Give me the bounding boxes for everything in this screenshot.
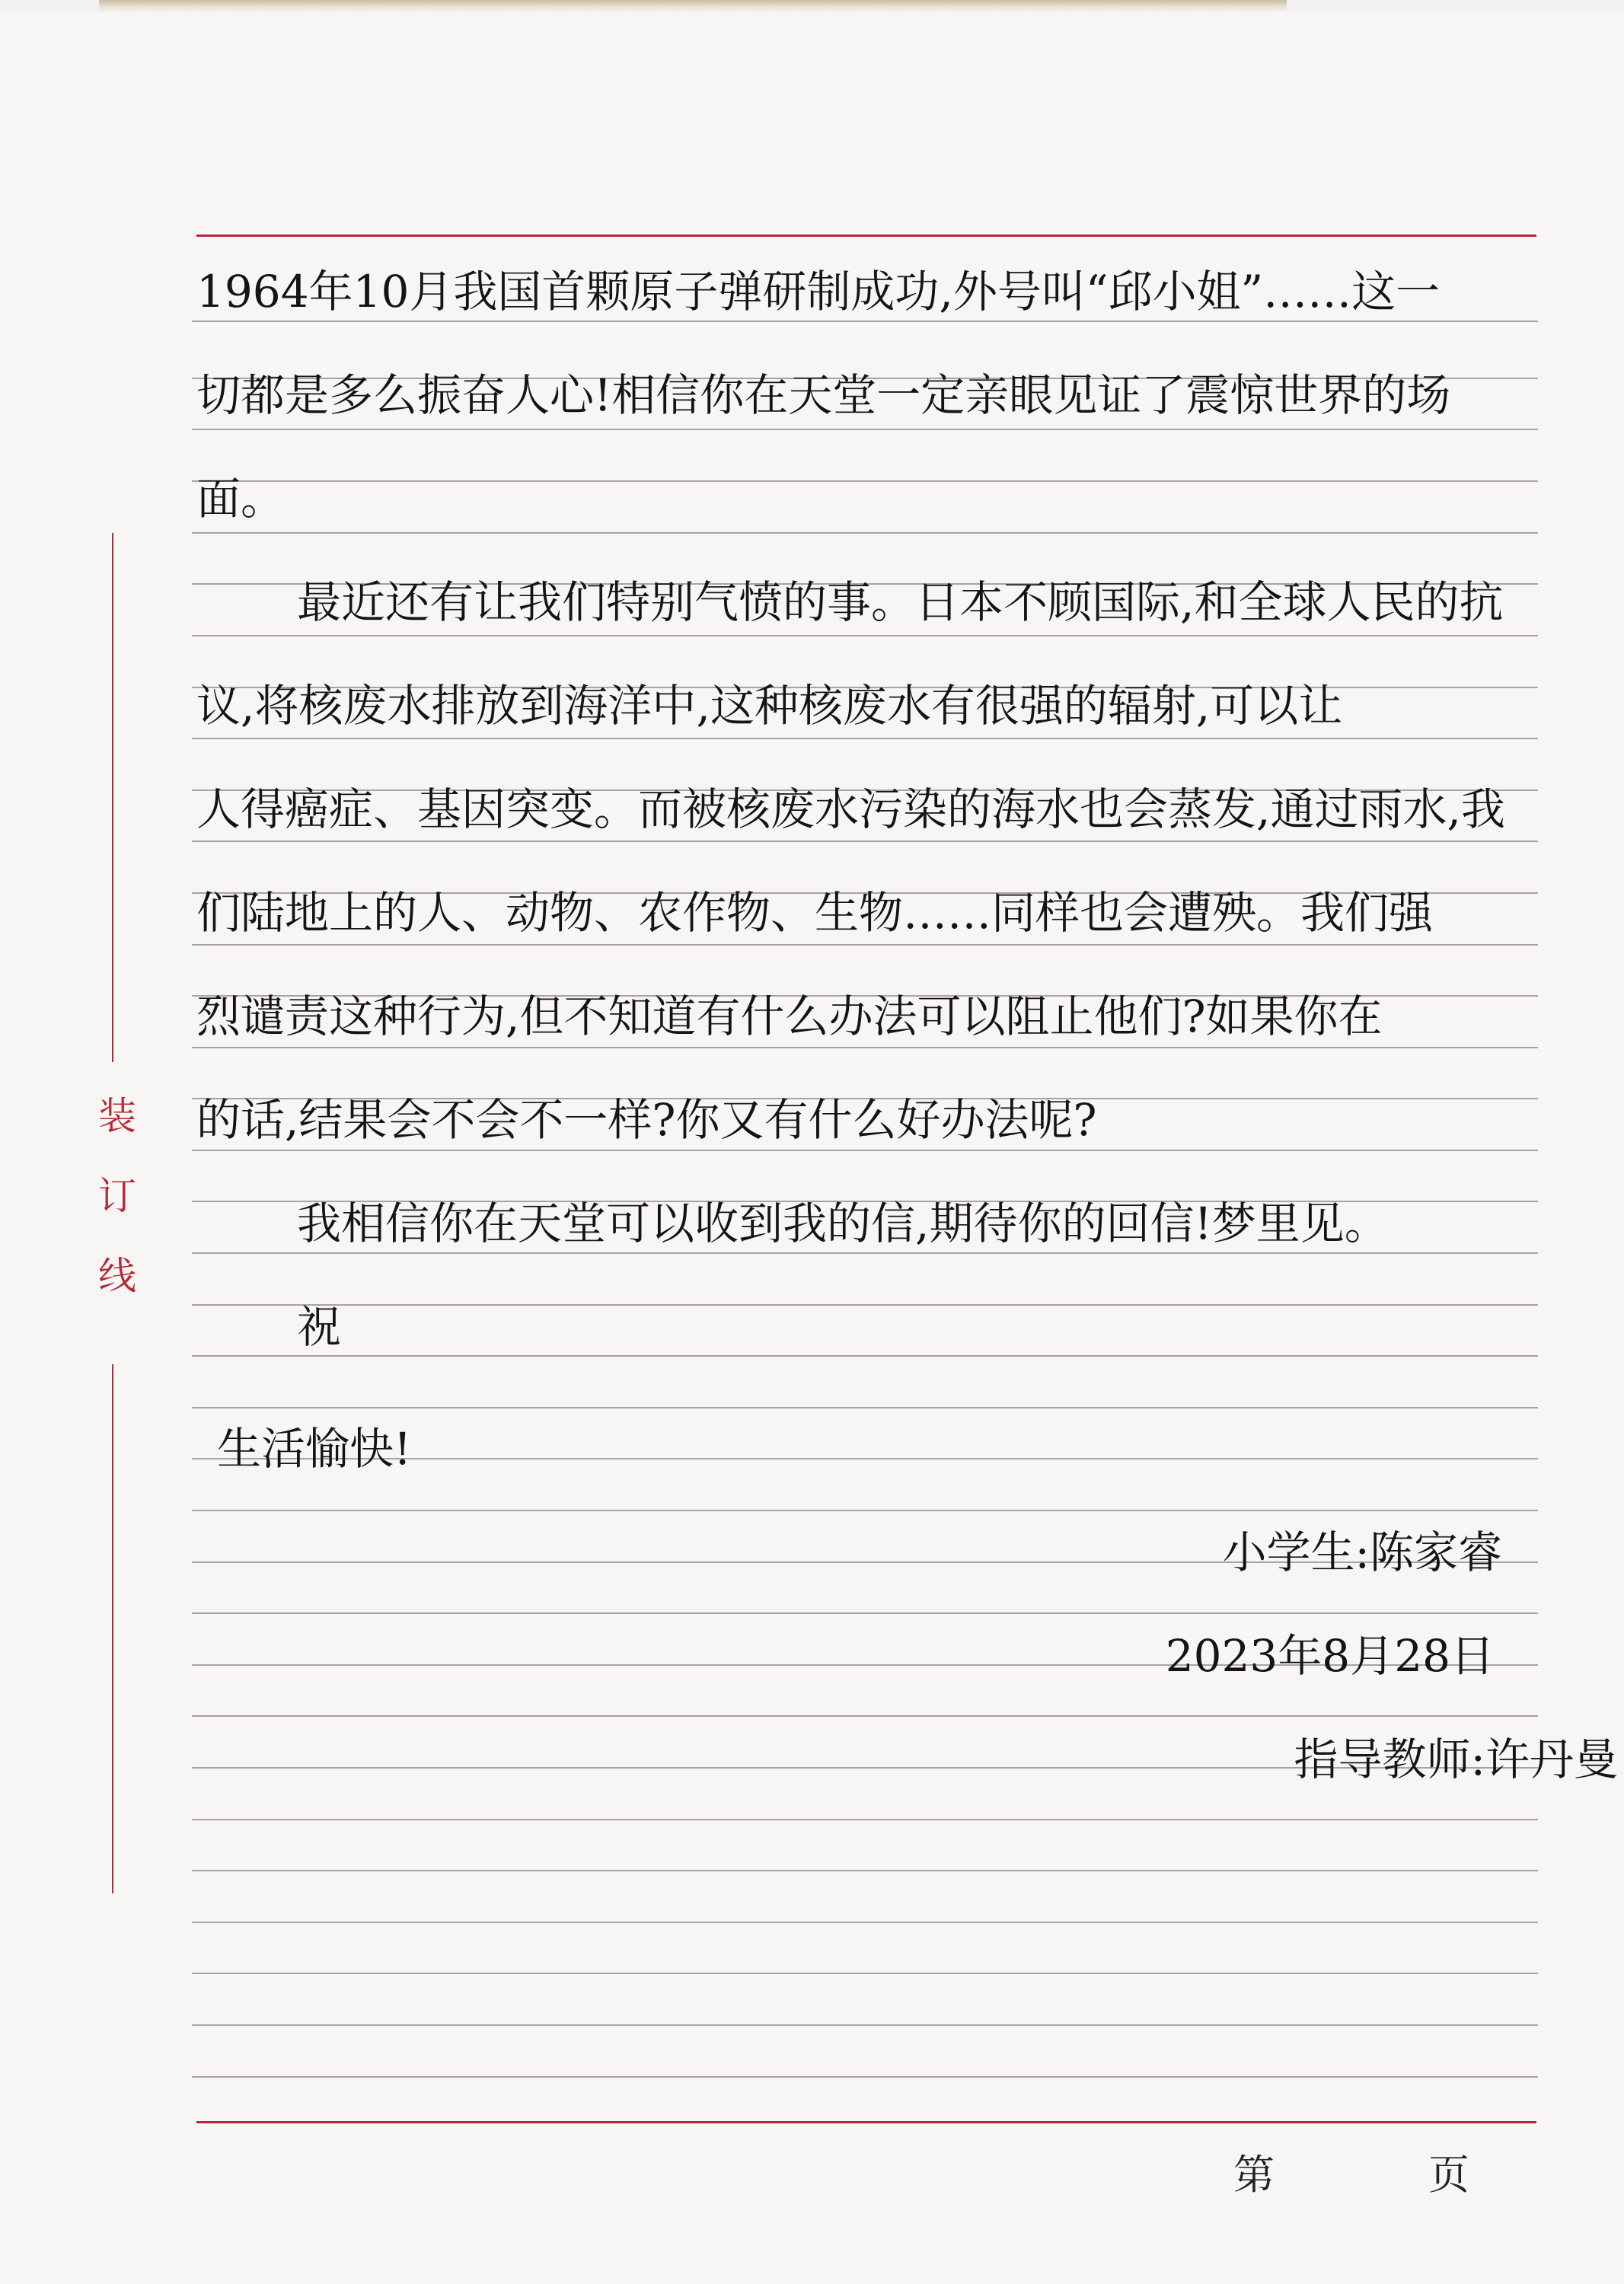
body-line: 1964年10月我国首颗原子弹研制成功,外号叫“邱小姐”……这一	[196, 266, 1441, 317]
body-line: 议,将核废水排放到海洋中,这种核废水有很强的辐射,可以让	[196, 680, 1343, 732]
binding-line-bottom	[112, 1364, 113, 1893]
page-label-ye: 页	[1428, 2151, 1469, 2199]
binding-label-xian: 线	[98, 1254, 136, 1298]
body-line: 们陆地上的人、动物、农作物、生物……同样也会遭殃。我们强	[196, 887, 1434, 939]
body-line: 最近还有让我们特别气愤的事。日本不顾国际,和全球人民的抗	[297, 576, 1504, 628]
body-line: 切都是多么振奋人心!相信你在天堂一定亲眼见证了震惊世界的场	[196, 369, 1451, 421]
binding-label-zhuang: 装	[98, 1094, 136, 1138]
rule-line	[192, 1715, 1538, 1717]
body-line: 人得癌症、基因突变。而被核废水污染的海水也会蒸发,通过雨水,我	[196, 783, 1505, 835]
body-line: 烈谴责这种行为,但不知道有什么办法可以阻止他们?如果你在	[196, 990, 1383, 1042]
teacher-signature: 指导教师:许丹曼	[1294, 1734, 1618, 1785]
page-label-di: 第	[1233, 2151, 1275, 2199]
bottom-red-rule	[196, 2121, 1536, 2123]
rule-line	[192, 1973, 1538, 1974]
body-line: 面。	[196, 473, 286, 525]
rule-line	[192, 1613, 1538, 1614]
scan-edge	[99, 0, 1287, 12]
rule-line	[192, 1510, 1538, 1511]
closing-zhu: 祝	[297, 1301, 342, 1353]
letter-page	[0, 12, 1624, 2284]
top-red-rule	[196, 234, 1536, 237]
student-signature: 小学生:陈家睿	[1222, 1526, 1502, 1578]
body-line: 的话,结果会不会不一样?你又有什么好办法呢?	[196, 1094, 1097, 1146]
rule-line	[192, 1922, 1538, 1923]
rule-line	[192, 1819, 1538, 1820]
body-line: 我相信你在天堂可以收到我的信,期待你的回信!梦里见。	[297, 1198, 1389, 1249]
rule-line	[192, 2024, 1538, 2026]
letter-date: 2023年8月28日	[1165, 1630, 1495, 1682]
binding-label-ding: 订	[98, 1174, 136, 1218]
rule-line	[192, 1870, 1538, 1871]
rule-line	[192, 1407, 1538, 1408]
binding-line-top	[112, 533, 113, 1062]
closing-wish: 生活愉快!	[217, 1423, 412, 1475]
rule-line	[192, 2076, 1538, 2078]
